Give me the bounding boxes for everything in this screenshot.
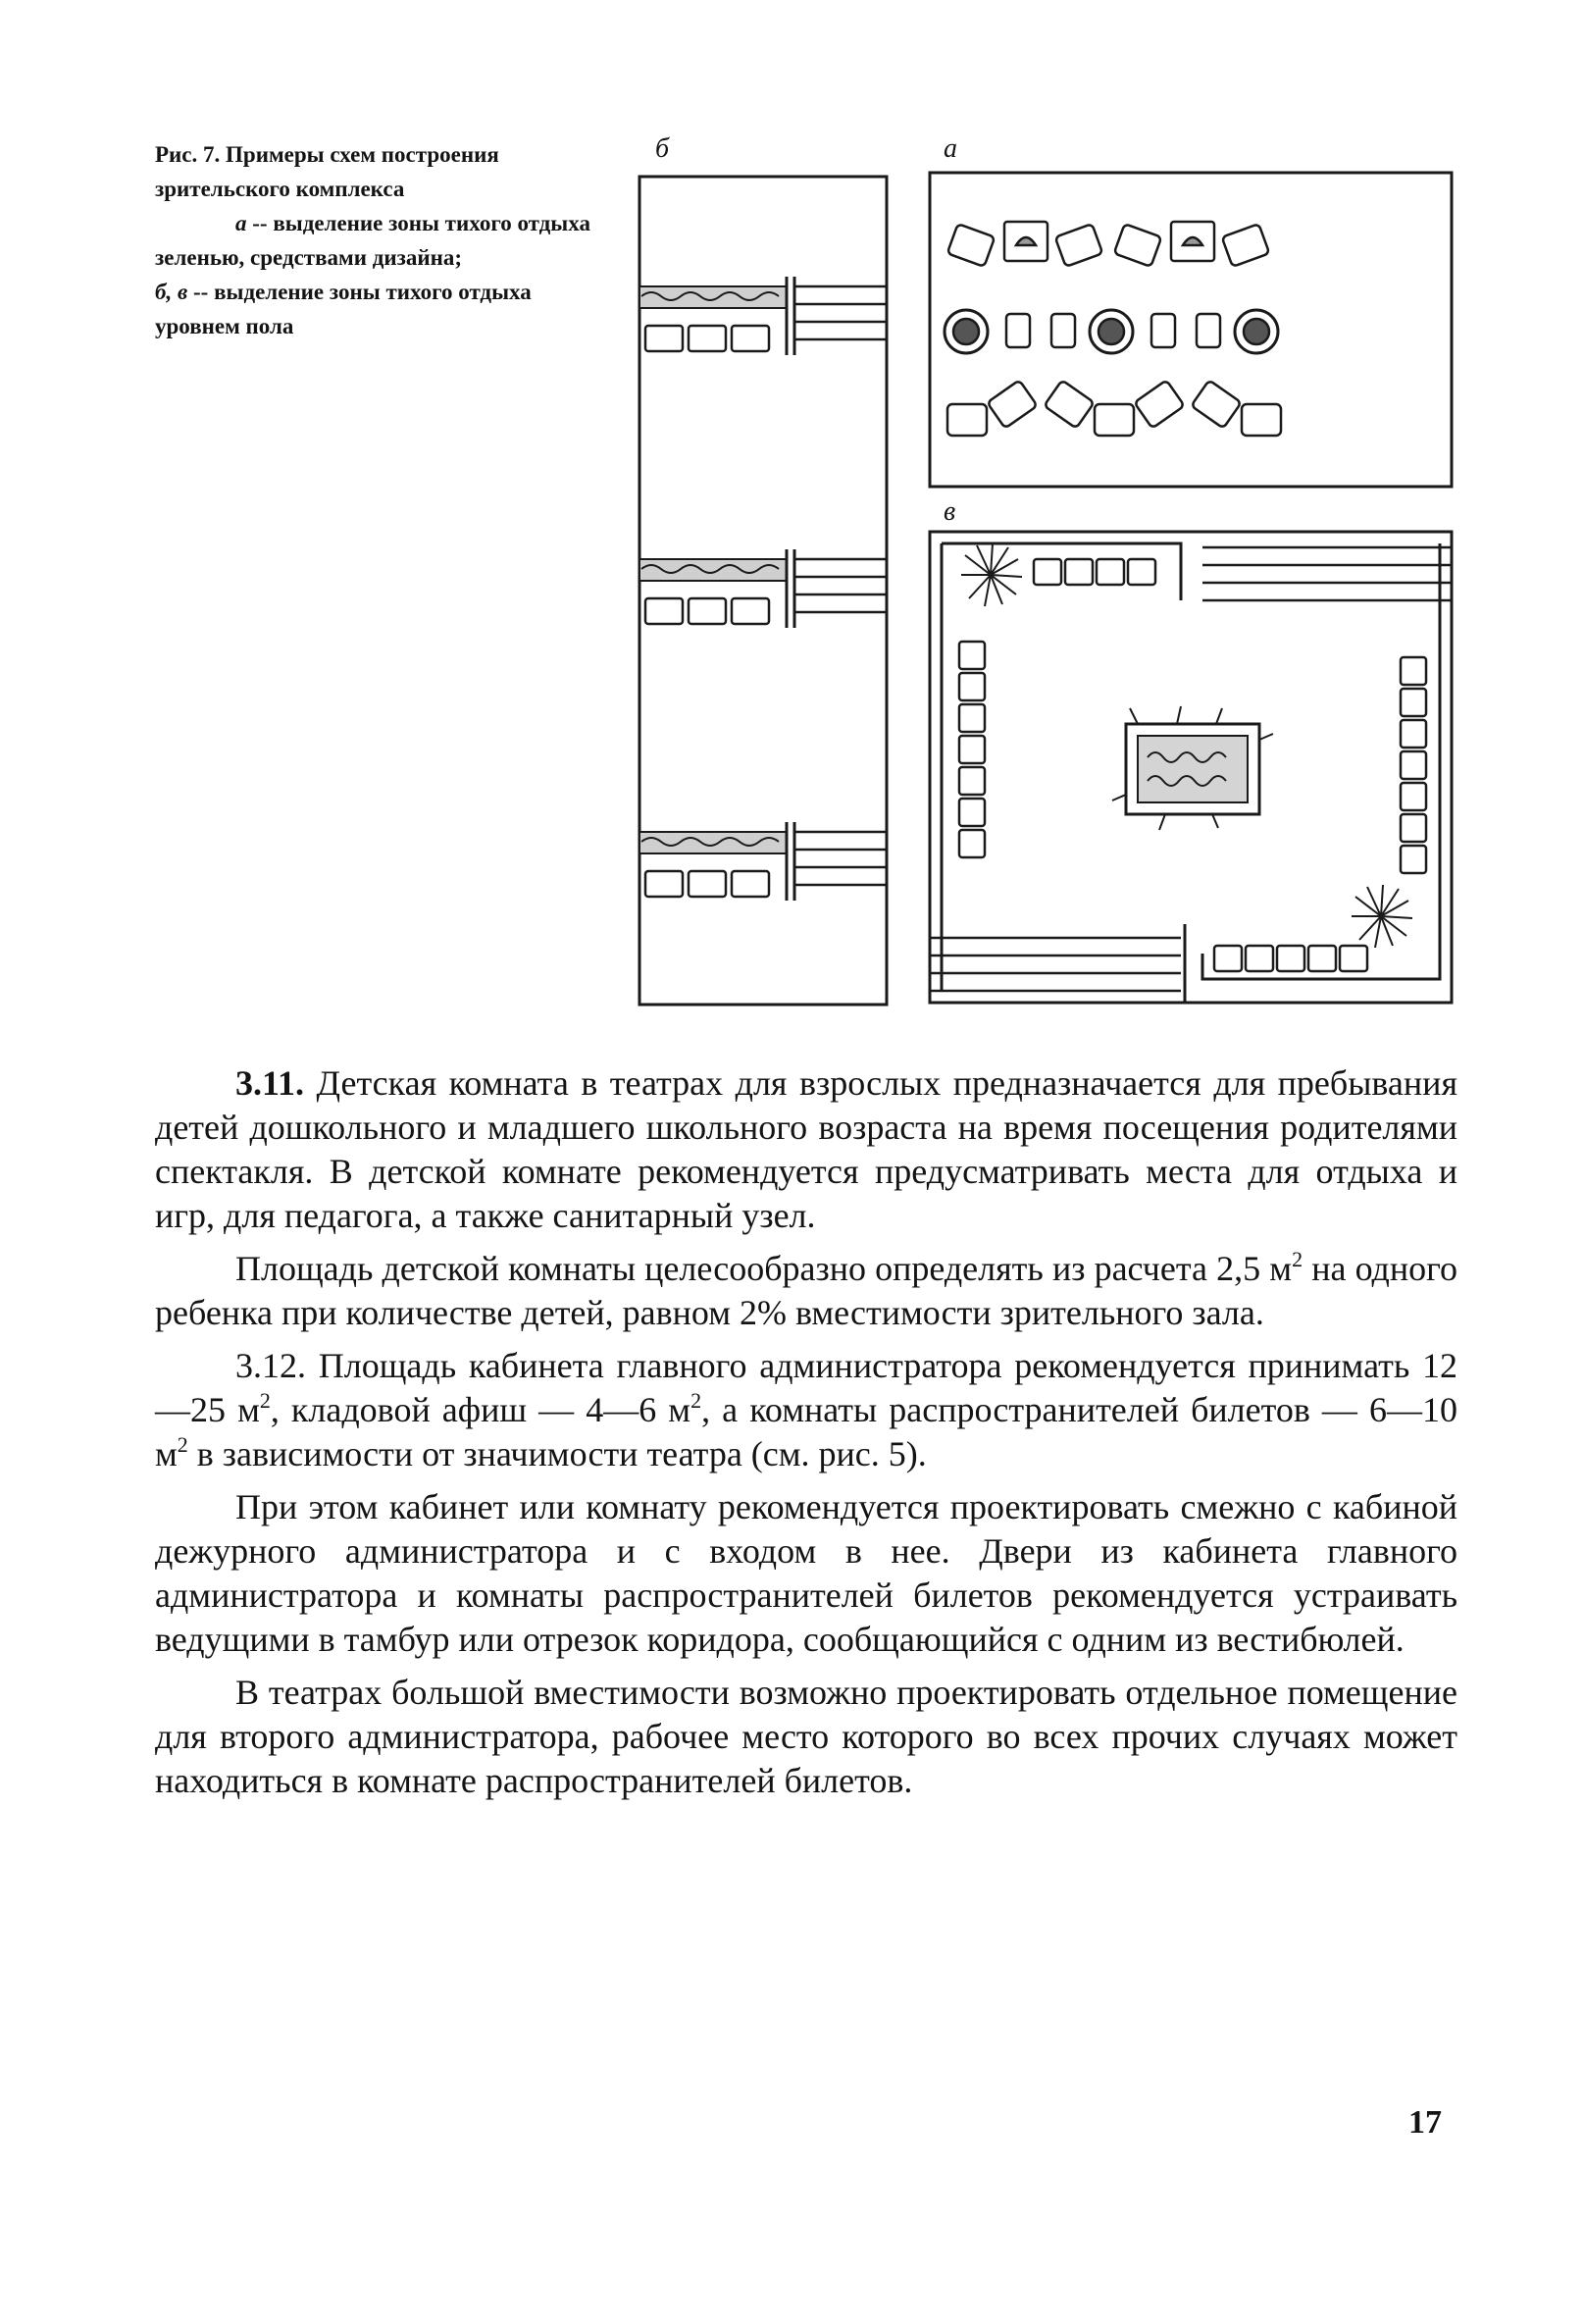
body-text: [155, 1061, 1457, 1812]
figure-label-v: в: [944, 496, 956, 527]
plan-v-planter: [1112, 706, 1273, 830]
plan-a-top-group: [947, 222, 1270, 267]
figure-caption-item-bv: [155, 275, 596, 343]
figure-caption: [155, 137, 596, 343]
section-3-12-part-b: , кладовой афиш — 4—6 м: [270, 1390, 691, 1429]
figure-label-a: а: [944, 133, 957, 164]
figure-label-b: б: [655, 133, 670, 164]
paragraph-3-12: [155, 1344, 1457, 1476]
superscript: 2: [259, 1388, 271, 1413]
plan-b-bay: [639, 277, 887, 355]
caption-text-bv: -- выделение зоны тихого отдыха уровнем пола: [155, 280, 532, 338]
plan-b-bay: [639, 822, 887, 901]
plan-b-bay: [639, 549, 887, 628]
superscript: 2: [1292, 1247, 1303, 1271]
caption-text-a: -- выделение зоны тихого отдыха зеленью, средствами дизайна;: [155, 211, 590, 270]
section-3-12-part-a: 3.12. Площадь кабинета главного администратора рекомендуется принимать 12—25 м: [155, 1346, 1457, 1429]
page-number: 17: [1408, 2104, 1442, 2141]
caption-letters-bv: б, в: [155, 280, 188, 304]
plan-a-middle-row: [945, 310, 1278, 353]
superscript: 2: [690, 1388, 702, 1413]
figure-7: [628, 133, 1471, 1022]
caption-letter-a: а: [235, 211, 247, 235]
plan-b: [639, 177, 887, 1005]
plan-a: [930, 173, 1452, 487]
section-3-11-number: 3.11.: [235, 1063, 305, 1103]
section-3-12-part-c: , а комнаты распространителей билетов — 6—10 м: [155, 1390, 1458, 1473]
figure-caption-item-a: [155, 206, 596, 275]
figure-drawing: [628, 139, 1471, 1022]
section-3-12-part-d: в зависимости от значимости театра (см. рис. 5).: [187, 1434, 927, 1473]
paragraph-3-11: [155, 1061, 1457, 1238]
paragraph-child-room-area: [155, 1247, 1457, 1335]
superscript: 2: [177, 1432, 188, 1457]
section-3-11-text: Детская комната в театрах для взрослых предназначается для пребывания детей дошкольного и младшего школьного возраста на время посещения родителями спектакля. В детской комнате рекомендуется предусматривать места для отдыха и игр, для педагога, а также санитарный узел.: [155, 1063, 1457, 1235]
paragraph-office-placement: При этом кабинет или комнату рекомендуется проектировать смежно с кабиной дежурного администратора и с входом в нее. Двери из кабинета главного администратора и комнаты распространителей билетов рекомендуется устраивать ведущими в тамбур или отрезок коридора, сообщающийся с одним из вестибюлей.: [155, 1487, 1457, 1659]
paragraph-second-administrator: В театрах большой вместимости возможно проектировать отдельное помещение для второго администратора, рабочее место которого во всех прочих случаях может находиться в комнате распространителей билетов.: [155, 1673, 1457, 1800]
figure-caption-title: Рис. 7. Примеры схем построения зрительского комплекса: [155, 142, 499, 201]
paragraph-2-part-b: на одного ребенка при количестве детей, равном 2% вместимости зрительного зала.: [155, 1249, 1457, 1332]
paragraph-2-part-a: Площадь детской комнаты целесообразно определять из расчета 2,5 м: [235, 1249, 1293, 1288]
plan-v: [930, 532, 1452, 1003]
plan-a-bottom-group: [947, 380, 1281, 436]
